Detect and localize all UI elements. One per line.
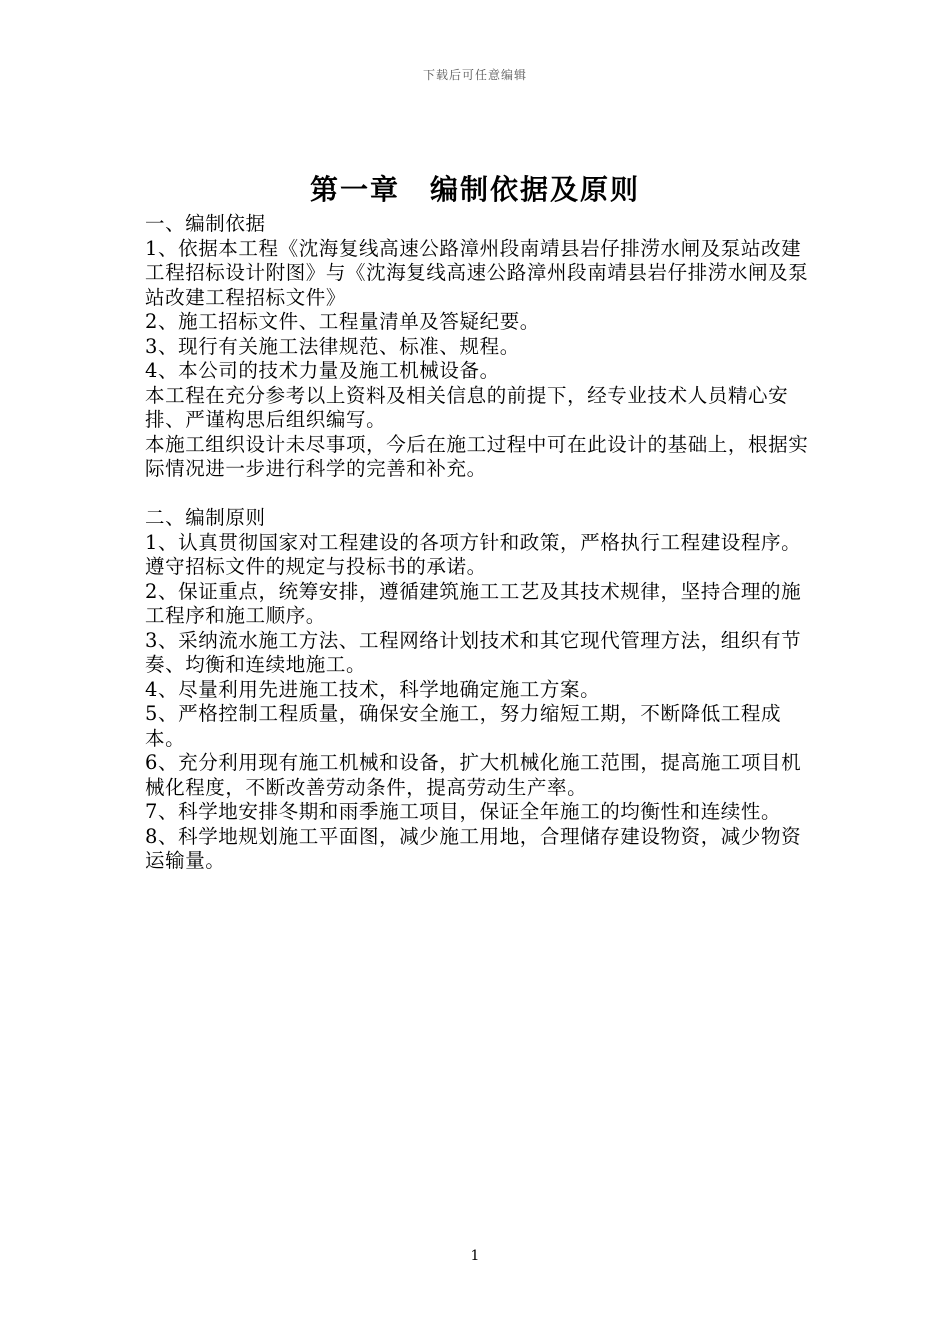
blank-line: [145, 482, 815, 507]
paragraph: 4、尽量利用先进施工技术，科学地确定施工方案。: [145, 677, 601, 701]
paragraph: 8、科学地规划施工平面图，减少施工用地，合理储存建设物资，减少物资运输量。: [145, 824, 802, 872]
paragraph: 2、保证重点，统筹安排，遵循建筑施工工艺及其技术规律，坚持合理的施工程序和施工顺序。: [145, 579, 802, 627]
paragraph: 本工程在充分参考以上资料及相关信息的前提下，经专业技术人员精心安排、严谨构思后组织编写。: [145, 383, 789, 431]
paragraph: 3、采纳流水施工方法、工程网络计划技术和其它现代管理方法，组织有节奏、均衡和连续地施工。: [145, 628, 802, 676]
paragraph: 本施工组织设计未尽事项，今后在施工过程中可在此设计的基础上，根据实际情况进一步进行科学的完善和补充。: [145, 432, 809, 480]
page-header-note: 下载后可任意编辑: [422, 68, 527, 82]
paragraph: 1、认真贯彻国家对工程建设的各项方针和政策，严格执行工程建设程序。遵守招标文件的规定与投标书的承诺。: [145, 530, 802, 578]
paragraph: 1、依据本工程《沈海复线高速公路漳州段南靖县岩仔排涝水闸及泵站改建工程招标设计附图》与《沈海复线高速公路漳州段南靖县岩仔排涝水闸及泵站改建工程招标文件》: [145, 236, 809, 309]
paragraph: 7、科学地安排冬期和雨季施工项目，保证全年施工的均衡性和连续性。: [145, 800, 782, 823]
section-heading: 二、编制原则: [145, 506, 266, 529]
paragraph: 5、严格控制工程质量，确保安全施工，努力缩短工期，不断降低工程成本。: [145, 702, 782, 750]
chapter-title: 第一章 编制依据及原则: [309, 173, 640, 206]
paragraph: 3、现行有关施工法律规范、标准、规程。: [145, 334, 520, 358]
page-number: 1: [470, 1248, 480, 1264]
section-heading: 一、编制依据: [145, 212, 266, 235]
paragraph: 6、充分利用现有施工机械和设备，扩大机械化施工范围，提高施工项目机械化程度，不断改善劳动条件，提高劳动生产率。: [145, 751, 802, 799]
paragraph: 2、施工招标文件、工程量清单及答疑纪要。: [145, 310, 540, 333]
document-body: [145, 212, 815, 874]
paragraph: 4、本公司的技术力量及施工机械设备。: [145, 359, 500, 382]
